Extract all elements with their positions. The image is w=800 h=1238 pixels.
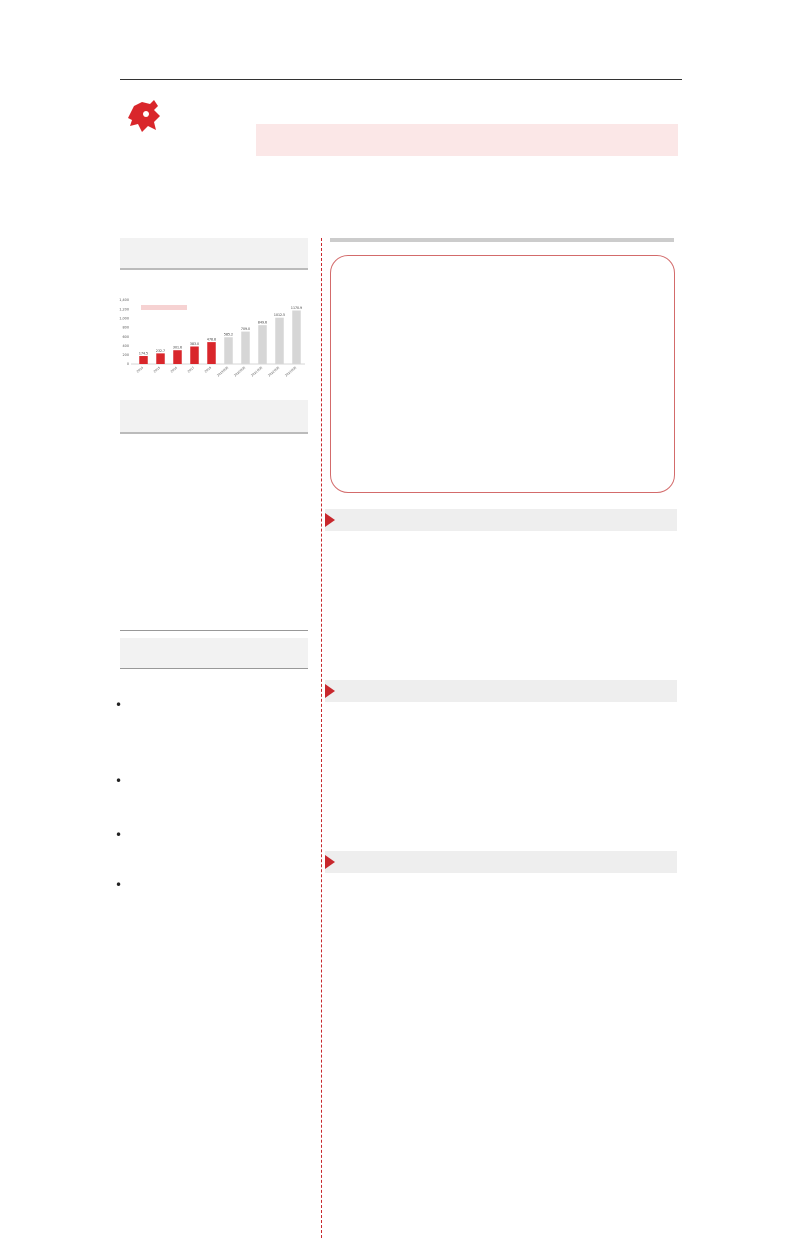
- related-rule-top: [120, 630, 308, 631]
- bar-value-label: 232.7: [155, 348, 166, 353]
- trend-title: [120, 238, 308, 268]
- y-tick-label: 1,000: [119, 316, 129, 321]
- chart-bar: [241, 332, 250, 364]
- bullet-dot: •: [115, 774, 123, 788]
- bar-value-label: 301.6: [172, 345, 183, 350]
- banner: [256, 124, 678, 156]
- related-title: [120, 638, 308, 668]
- trend-rule: [120, 268, 308, 270]
- bar-value-label: 478.8: [206, 337, 217, 342]
- y-tick-label: 400: [122, 343, 129, 348]
- hotspot-header: [325, 680, 677, 702]
- chart-bar: [139, 356, 148, 364]
- summary-box: [330, 255, 675, 493]
- hotspot-header: [325, 509, 677, 531]
- chart-bar: [156, 353, 165, 364]
- y-tick-label: 0: [126, 362, 129, 367]
- bar-value-label: 709.0: [240, 327, 251, 332]
- triangle-icon: [325, 855, 335, 869]
- chart-bar: [190, 346, 199, 364]
- market-size-chart: [117, 280, 311, 380]
- bullet-dot: •: [115, 828, 123, 842]
- y-tick-label: 600: [122, 334, 129, 339]
- x-tick-label: 2015: [152, 365, 162, 374]
- x-tick-label: 2020预测: [233, 365, 247, 378]
- right-top-bar: [330, 238, 674, 242]
- bullet-dot: •: [115, 878, 123, 892]
- chart-bar: [173, 350, 182, 364]
- y-tick-label: 200: [122, 353, 129, 358]
- bar-value-label: 1170.9: [290, 305, 303, 310]
- chart-bar: [258, 325, 267, 364]
- chart-bar: [207, 342, 216, 364]
- x-tick-label: 2014: [135, 365, 145, 374]
- x-tick-label: 2017: [186, 365, 196, 374]
- bar-value-label: 383.0: [189, 341, 200, 346]
- x-tick-label: 2019预测: [216, 365, 230, 378]
- chart-bar: [275, 318, 284, 364]
- bullet-dot: •: [115, 698, 123, 712]
- team-title: [120, 400, 308, 432]
- chart-bar: [292, 310, 301, 364]
- x-tick-label: 2023预测: [284, 365, 298, 378]
- banner-text: [264, 133, 269, 149]
- x-tick-label: 2018: [203, 365, 213, 374]
- column-divider: [321, 238, 322, 1238]
- bar-value-label: 174.5: [138, 351, 149, 356]
- y-tick-label: 1,400: [119, 298, 129, 303]
- bar-value-label: 585.2: [223, 332, 234, 337]
- triangle-icon: [325, 684, 335, 698]
- leadleo-logo: [124, 96, 239, 140]
- y-tick-label: 1,200: [119, 307, 129, 312]
- y-tick-label: 800: [122, 325, 129, 330]
- hotspot-header: [325, 851, 677, 873]
- chart-bar: [224, 337, 233, 364]
- bar-value-label: 849.6: [257, 320, 268, 325]
- x-tick-label: 2021预测: [250, 365, 264, 378]
- bar-value-label: 1012.5: [273, 313, 286, 318]
- x-tick-label: 2022预测: [267, 365, 281, 378]
- related-rule-bottom: [120, 668, 308, 669]
- team-rule: [120, 432, 308, 434]
- top-rule: [120, 79, 682, 80]
- triangle-icon: [325, 513, 335, 527]
- x-tick-label: 2016: [169, 365, 179, 374]
